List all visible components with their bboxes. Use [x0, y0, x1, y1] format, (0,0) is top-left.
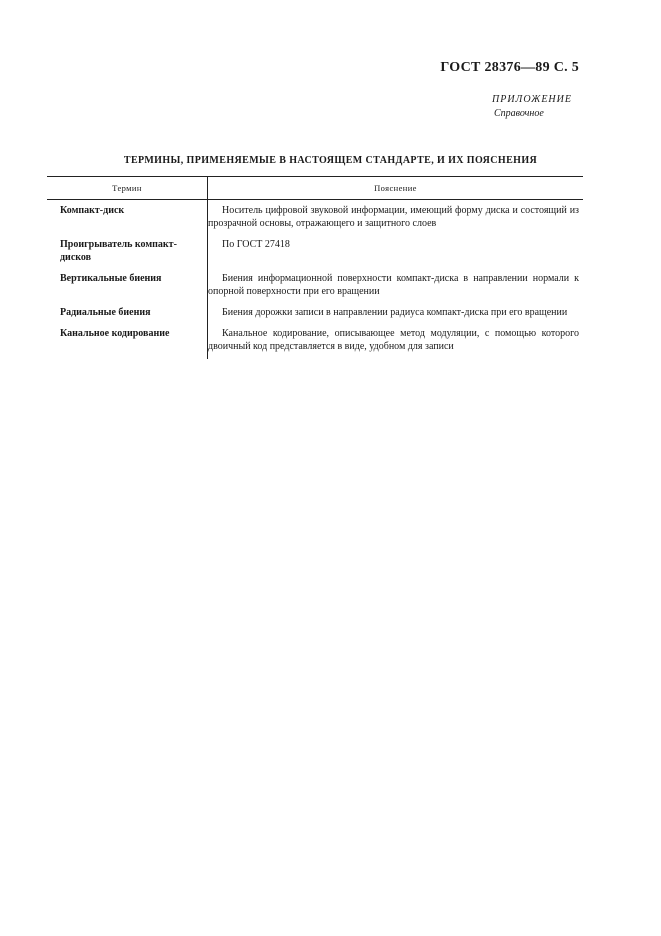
- column-header-explanation: Пояснение: [208, 177, 584, 200]
- table-row: [47, 268, 583, 302]
- explanation-cell: Биения информационной поверхности компакт-диска в направлении нормали к опорной поверхности при его вращении: [208, 273, 579, 297]
- document-title: ТЕРМИНЫ, ПРИМЕНЯЕМЫЕ В НАСТОЯЩЕМ СТАНДАРТЕ, И ИХ ПОЯСНЕНИЯ: [123, 155, 538, 166]
- explanation-cell: Канальное кодирование, описывающее метод модуляции, с помощью которого двоичный код представляется в виде, удобном для записи: [208, 328, 579, 352]
- explanation-cell: Биения дорожки записи в направлении радиуса компакт-диска при его вращении: [222, 307, 568, 318]
- table-row: [47, 302, 583, 323]
- term-cell: Проигрыватель компакт-дисков: [47, 234, 208, 268]
- table-row: [47, 323, 583, 359]
- appendix-block: [492, 94, 572, 119]
- explanation-cell: По ГОСТ 27418: [222, 239, 290, 250]
- term-cell: Радиальные биения: [47, 302, 208, 323]
- appendix-title: ПРИЛОЖЕНИЕ: [492, 94, 572, 105]
- column-header-term: Термин: [47, 177, 208, 200]
- term-cell: Канальное кодирование: [47, 323, 208, 359]
- term-cell: Компакт-диск: [47, 200, 208, 235]
- term-cell: Вертикальные биения: [47, 268, 208, 302]
- appendix-subtitle: Справочное: [494, 108, 544, 119]
- page-header-standard-ref: ГОСТ 28376—89 С. 5: [440, 60, 579, 75]
- explanation-cell: Носитель цифровой звуковой информации, имеющий форму диска и состоящий из прозрачной основы, отражающего и защитного слоев: [208, 205, 579, 229]
- table-row: [47, 234, 583, 268]
- table-row: [47, 200, 583, 235]
- table-header-row: [47, 177, 583, 200]
- terms-table: [47, 176, 583, 359]
